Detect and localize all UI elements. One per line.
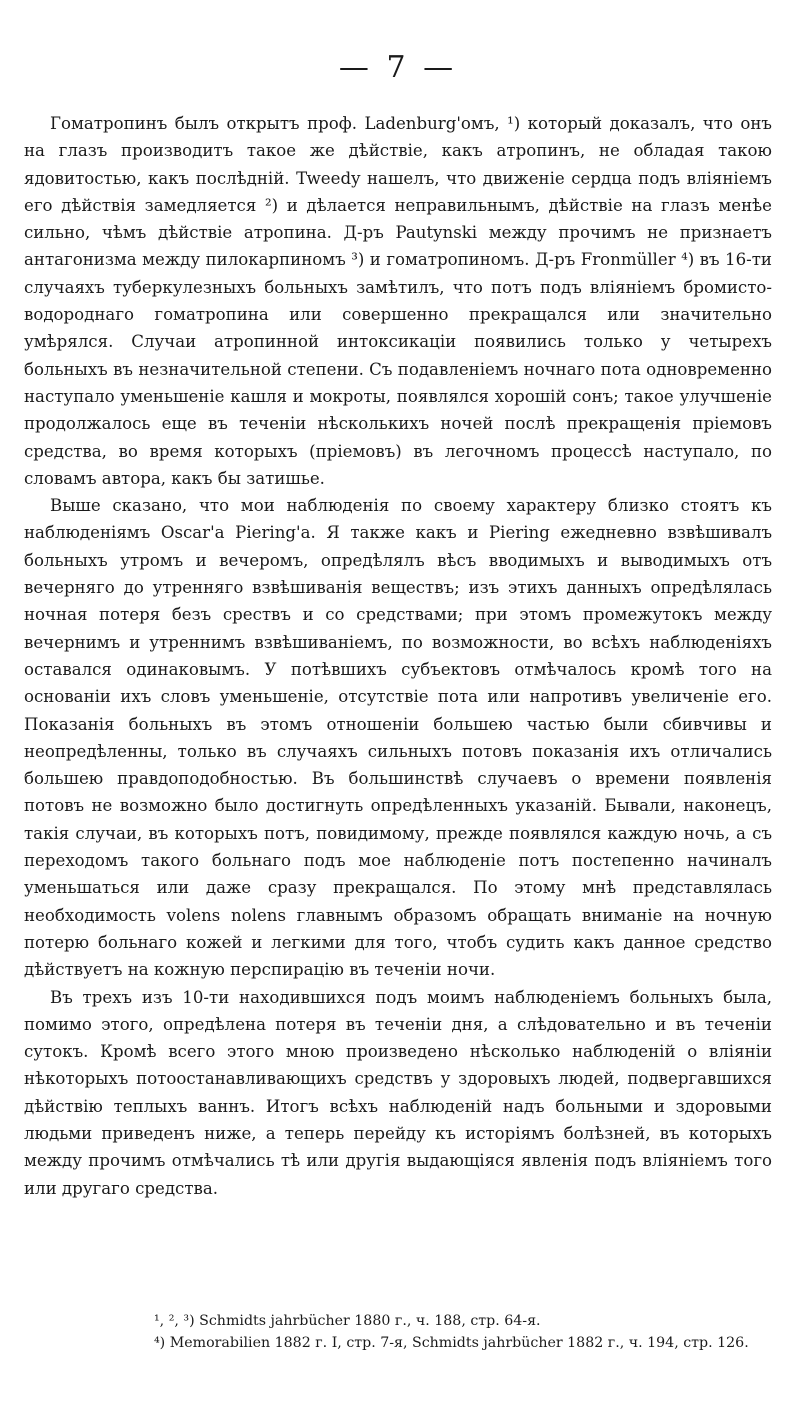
page-number: — 7 — (338, 50, 458, 85)
footnotes (154, 1310, 774, 1354)
footnote: ¹, ², ³) Schmidts jahrbücher 1880 г., ч. 188, стр. 64-я. (154, 1313, 541, 1329)
paragraph: Гоматропинъ былъ открытъ проф. Ladenburg'омъ, ¹) который доказалъ, что онъ на глазъ производитъ такое же дѣйствіе, какъ атропинъ, не обладая такою ядовитостью, какъ послѣдній. Tweedy нашелъ, что движеніе сердца подъ вліяніемъ его дѣйствія замедляется ²) и дѣлается неправильнымъ, дѣйствіе на глазъ менѣе сильно, чѣмъ дѣйствіе атропина. Д-ръ Pautynski между прочимъ не признаетъ антагонизма между пилокарпиномъ ³) и гоматропиномъ. Д-ръ Fronmüller ⁴) въ 16-ти случаяхъ туберкулезныхъ больныхъ замѣтилъ, что потъ подъ вліяніемъ бромисто-водороднаго гоматропина или совершенно прекращался или значительно умѣрялся. Случаи атропинной интоксикаціи появились только у четырехъ больныхъ въ незначительной степени. Съ подавленіемъ ночнаго пота одновременно наступало уменьшеніе кашля и мокроты, появлялся хорошій сонъ; такое улучшеніе продолжалось еще въ теченіи нѣсколькихъ ночей послѣ прекращенія пріемовъ средства, во время которыхъ (пріемовъ) въ легочномъ процессѣ наступало, по словамъ автора, какъ бы затишье. (24, 114, 772, 488)
paragraph: Выше сказано, что мои наблюденія по своему характеру близко стоятъ къ наблюденіямъ Oscar'a Piering'a. Я также какъ и Piering ежедневно взвѣшивалъ больныхъ утромъ и вечеромъ, опредѣлялъ вѣсъ вводимыхъ и выводимыхъ отъ вечерняго до утренняго взвѣшиванія веществъ; изъ этихъ данныхъ опредѣлялась ночная потеря безъ срествъ и со средствами; при этомъ промежутокъ между вечернимъ и утреннимъ взвѣшиваніемъ, по возможности, во всѣхъ наблюденіяхъ оставался одинаковымъ. У потѣвшихъ субъектовъ отмѣчалось кромѣ того на основаніи ихъ словъ уменьшеніе, отсутствіе пота или напротивъ увеличеніе его. Показанія больныхъ въ этомъ отношеніи большею частью были сбивчивы и неопредѣленны, только въ случаяхъ сильныхъ потовъ показанія ихъ отличались большею правдоподобностью. Въ большинствѣ случаевъ о времени появленія потовъ не возможно было достигнуть опредѣленныхъ указаній. Бывали, наконецъ, такія случаи, въ которыхъ потъ, повидимому, прежде появлялся каждую ночь, а съ переходомъ такого больнаго подъ мое наблюденіе потъ постепенно начиналъ уменьшаться или даже сразу прекращался. По этому мнѣ представлялась необходимость volens nolens главнымъ образомъ обращать вниманіе на ночную потерю больнаго кожей и легкими для того, чтобъ судить какъ данное средство дѣйствуетъ на кожную перспирацію въ теченіи ночи. (24, 496, 772, 980)
paragraph: Въ трехъ изъ 10-ти находившихся подъ моимъ наблюденіемъ больныхъ была, помимо этого, опредѣлена потеря въ теченіи дня, а слѣдовательно и въ теченіи сутокъ. Кромѣ всего этого мною произведено нѣсколько наблюденій о вліяніи нѣкоторыхъ потоостанавливающихъ средствъ у здоровыхъ людей, подвергавшихся дѣйствію теплыхъ ваннъ. Итогъ всѣхъ наблюденій надъ больными и здоровыми людьми приведенъ ниже, а теперь перейду къ исторіямъ болѣзней, въ которыхъ между прочимъ отмѣчались тѣ или другія выдающіяся явленія подъ вліяніемъ того или другаго средства. (24, 987, 772, 1198)
footnote: ⁴) Memorabilien 1882 г. I, стр. 7-я, Schmidts jahrbücher 1882 г., ч. 194, стр. 126. (154, 1335, 749, 1351)
body-text (24, 110, 772, 1202)
document-page (24, 0, 772, 1420)
